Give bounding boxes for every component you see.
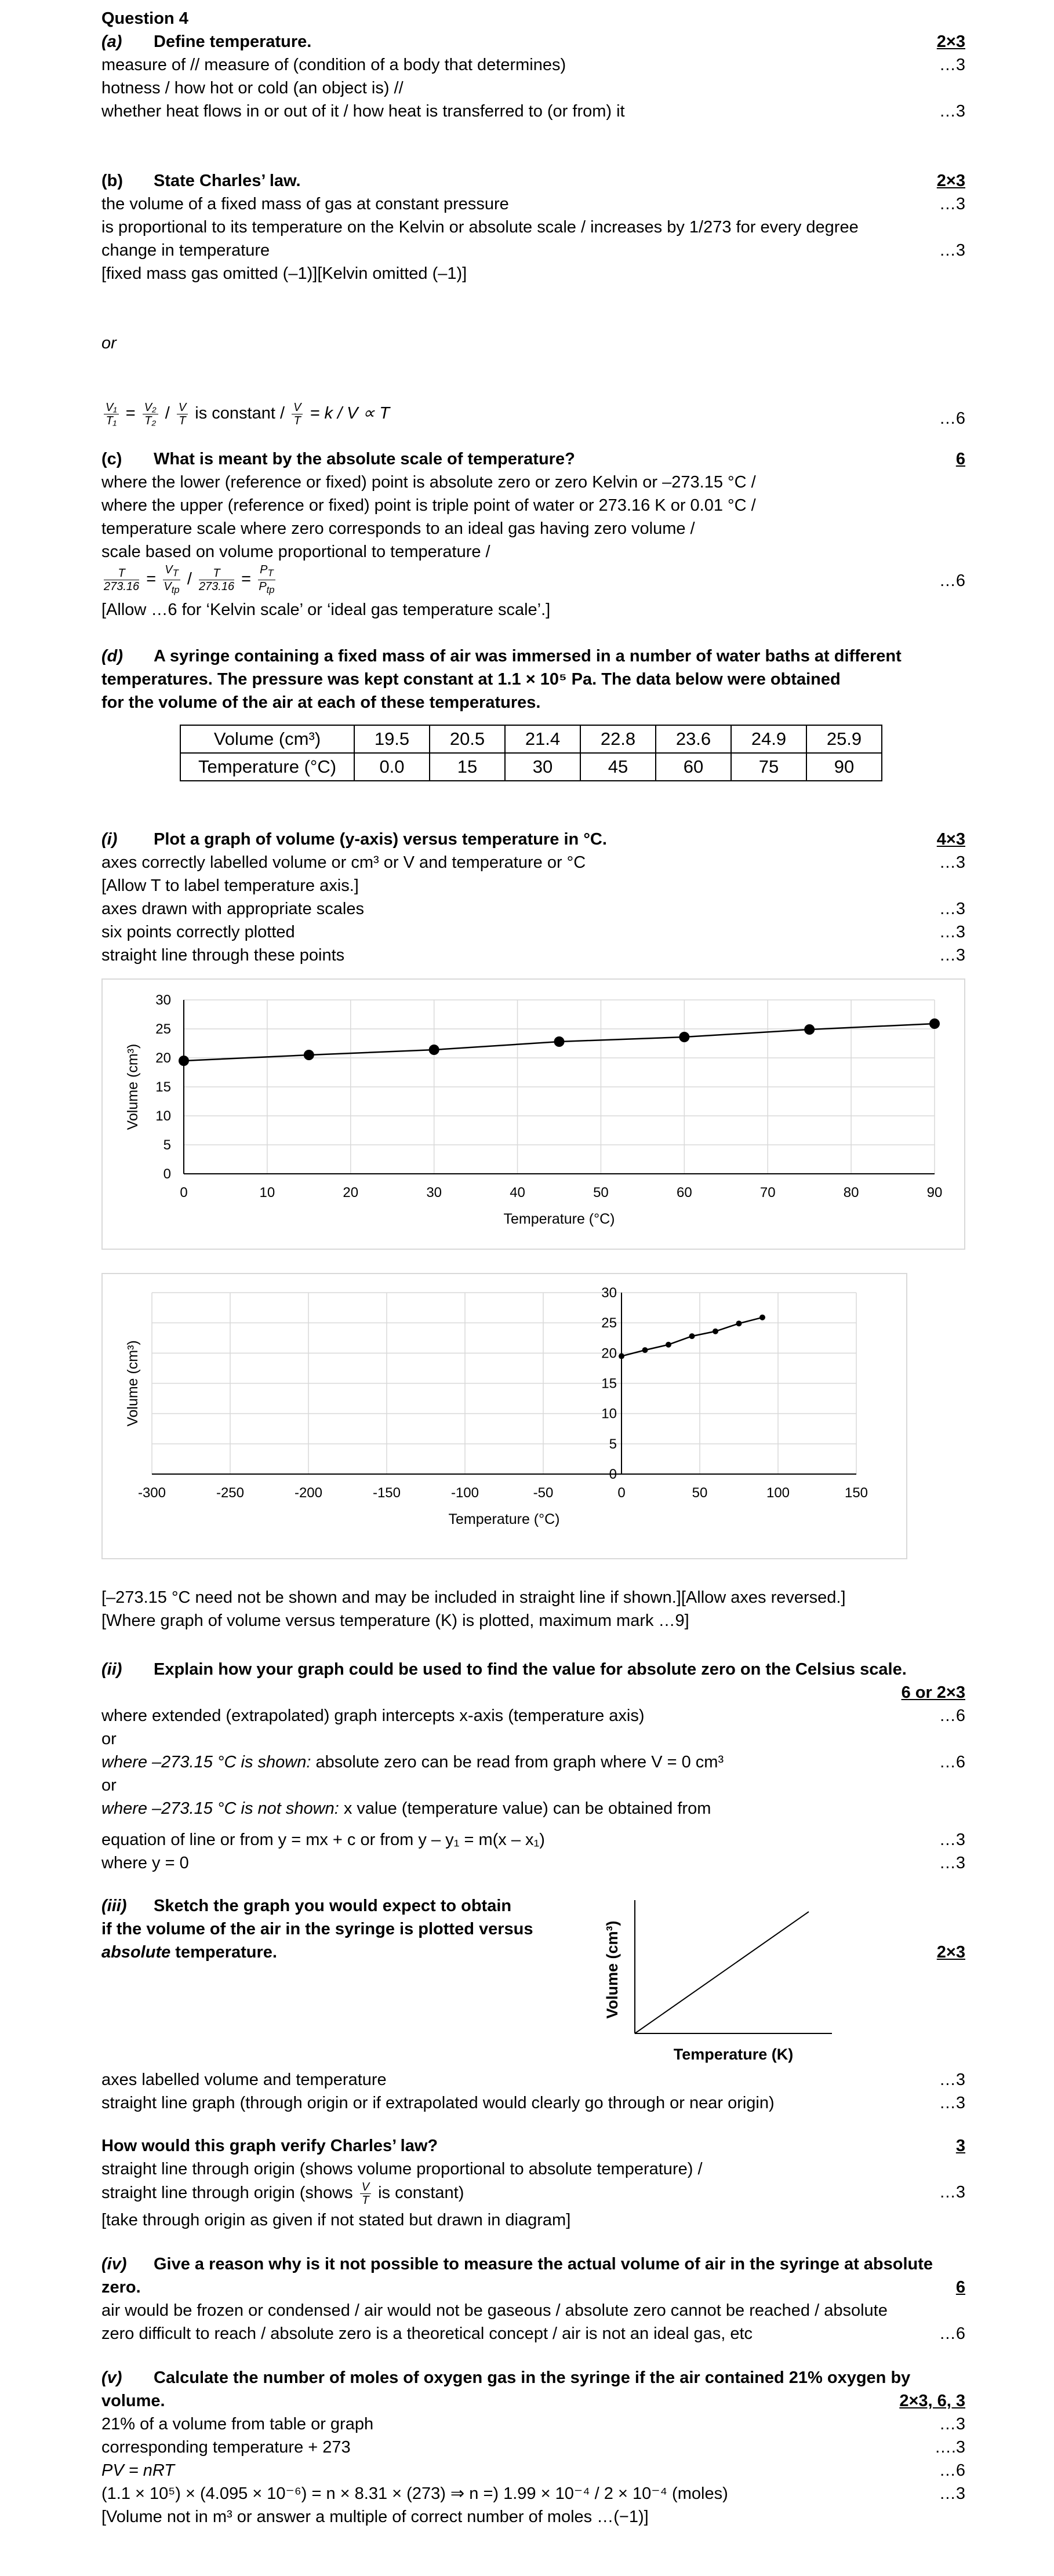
fraction-pt-ptp: $\frac{P_T}{P_{tp}}$: [259, 563, 275, 595]
part-c-line-4: scale based on volume proportional to temperature /: [101, 543, 490, 561]
mark: …3: [939, 1831, 965, 1849]
answer-text: is constant): [378, 2184, 464, 2203]
answer-text: is proportional to its temperature on the Kelvin or absolute scale / increases by 1/273 for every degree: [101, 218, 859, 237]
answer-text: axes correctly labelled volume or cm³ or V and temperature or °C: [101, 853, 586, 872]
answer-text: axes labelled volume and temperature: [101, 2071, 387, 2089]
mark: …6: [939, 1753, 965, 1771]
part-d-v-marks: 2×3, 6, 3: [899, 2392, 965, 2410]
fraction-t-273-2: $\frac{T}{273.16}$: [198, 567, 235, 593]
answer-text: the volume of a fixed mass of gas at constant pressure: [101, 195, 509, 213]
table-header: Temperature (°C): [180, 753, 354, 781]
data-point: [736, 1320, 742, 1326]
part-d-ii-prompt: Explain how your graph could be used to find the value for absolute zero on the Celsius scale.: [154, 1660, 907, 1679]
data-point: [429, 1045, 439, 1055]
answer-text: change in temperature: [101, 241, 270, 260]
table-cell: 19.5: [354, 725, 430, 753]
data-point: [759, 1315, 765, 1320]
fraction-v2-t2: $\frac{\text{V₂}}{\text{T₂}}$: [143, 401, 158, 427]
fraction-v-t-3: $\frac{V}{T}$: [360, 2181, 371, 2207]
extrapolation-chart: [101, 1273, 907, 1559]
answer-text: where y = 0: [101, 1854, 189, 1872]
part-a-marks: 2×3: [936, 32, 965, 51]
part-d-i-line-3: [101, 897, 965, 920]
part-d-iv-heading: [101, 2253, 965, 2276]
mark: …6: [939, 409, 965, 428]
y-tick-label: 20: [601, 1345, 617, 1362]
x-tick-label: 60: [676, 1185, 692, 1200]
table-cell: 30: [505, 753, 580, 781]
formula-text: is constant /: [195, 404, 285, 423]
part-d-i-line-1: [101, 851, 965, 874]
x-tick-label: -50: [533, 1485, 554, 1501]
x-tick-label: 0: [617, 1485, 626, 1501]
data-point: [304, 1050, 314, 1060]
mark: …3: [939, 2484, 965, 2503]
x-tick-label: 50: [593, 1185, 609, 1200]
question-text: How would this graph verify Charles’ law?: [101, 2137, 438, 2155]
part-c-allow: [Allow …6 for ‘Kelvin scale’ or ‘ideal gas temperature scale’.]: [101, 601, 551, 619]
x-tick-label: 10: [259, 1185, 275, 1200]
part-d-v-line-4: [101, 2482, 965, 2505]
part-c-line-1: where the lower (reference or fixed) point is absolute zero or zero Kelvin or –273.15 °C /: [101, 473, 756, 492]
table-cell: 22.8: [580, 725, 656, 753]
part-d-v-line-5: [Volume not in m³ or answer a multiple of correct number of moles …(−1)]: [101, 2508, 649, 2526]
part-d-v-line-1: [101, 2413, 965, 2436]
part-b-line-3: [101, 239, 965, 262]
part-c-line-2: where the upper (reference or fixed) point is triple point of water or 273.16 K or 0.01 °C /: [101, 496, 756, 515]
x-tick-label: 40: [510, 1185, 525, 1200]
answer-text: measure of // measure of (condition of a body that determines): [101, 56, 566, 74]
mark: …6: [939, 1707, 965, 1725]
part-b-prompt: State Charles’ law.: [154, 172, 301, 190]
part-d-iii-label: (iii): [101, 1897, 127, 1915]
part-d-iii-line-3: straight line through origin (shows volume proportional to absolute temperature) /: [101, 2160, 703, 2178]
formula-tail: = k / V ∝ T: [310, 404, 390, 423]
part-d-ii-line-2: [101, 1751, 965, 1774]
part-a-prompt: Define temperature.: [154, 32, 312, 51]
chart-2-svg: [103, 1274, 906, 1558]
y-tick-label: 10: [601, 1406, 617, 1422]
fraction-v-t: $\frac{V}{T}$: [177, 401, 188, 427]
volume-temperature-chart: [101, 978, 965, 1250]
data-point: [642, 1347, 648, 1353]
x-tick-label: 30: [426, 1185, 442, 1200]
sketch-y-label: Volume (cm³): [604, 1920, 621, 2019]
data-point: [804, 1024, 815, 1035]
y-tick-label: 10: [155, 1108, 171, 1124]
part-d-heading-2: temperatures. The pressure was kept constant at 1.1 × 10⁵ Pa. The data below were obtained: [101, 670, 841, 689]
part-d-iv-label: (iv): [101, 2255, 127, 2273]
condition-text: where –273.15 °C is not shown:: [101, 1799, 339, 1818]
part-b-marks: 2×3: [936, 172, 965, 190]
part-a-line-3: [101, 100, 965, 123]
y-tick-label: 0: [163, 1166, 171, 1182]
part-d-iii-prompt: Sketch the graph you would expect to obtain: [154, 1897, 512, 1915]
x-tick-label: -250: [216, 1485, 245, 1501]
part-d-ii-label: (ii): [101, 1660, 122, 1679]
data-point: [179, 1056, 189, 1066]
chart-1-svg: [103, 980, 964, 1249]
part-d-iv-marks: 6: [955, 2278, 965, 2297]
mark: …3: [939, 195, 965, 213]
part-c-prompt: What is meant by the absolute scale of temperature?: [154, 450, 575, 468]
part-d-iii-prompt-2: if the volume of the air in the syringe is plotted versus: [101, 1920, 533, 1938]
sketch-x-label: Temperature (K): [673, 2046, 794, 2063]
part-d-iii-line-5: [take through origin as given if not stated but drawn in diagram]: [101, 2211, 571, 2229]
table-cell: 0.0: [354, 753, 430, 781]
answer-text: PV = nRT: [101, 2461, 175, 2480]
y-tick-label: 25: [155, 1021, 171, 1037]
prompt-text: zero.: [101, 2278, 141, 2297]
part-c-marks: 6: [955, 450, 965, 468]
table-cell: 20.5: [430, 725, 505, 753]
part-d-v-prompt: Calculate the number of moles of oxygen gas in the syringe if the air contained 21% oxygen by: [154, 2368, 911, 2387]
data-point: [619, 1354, 624, 1359]
y-tick-label: 15: [155, 1079, 171, 1095]
x-axis-label: Temperature (°C): [503, 1211, 615, 1227]
mark: …6: [939, 2324, 965, 2343]
fraction-t-273: $\frac{T}{273.16}$: [104, 567, 140, 593]
part-c-label: (c): [101, 450, 122, 468]
y-axis-label: Volume (cm³): [125, 1043, 141, 1130]
table-header: Volume (cm³): [180, 725, 354, 753]
part-d-ii-line-1: [101, 1704, 965, 1727]
part-d-iv-line-2: [101, 2322, 965, 2345]
answer-text: absolute zero can be read from graph where V = 0 cm³: [311, 1753, 724, 1771]
y-tick-label: 20: [155, 1050, 171, 1066]
part-d-iii-block: [101, 1894, 965, 2068]
data-point: [689, 1333, 695, 1339]
x-axis-label: Temperature (°C): [448, 1511, 560, 1527]
marks: 3: [955, 2137, 965, 2155]
table-cell: 23.6: [656, 725, 731, 753]
question-title: Question 4: [101, 9, 188, 28]
part-c-line-3: temperature scale where zero corresponds to an ideal gas having zero volume /: [101, 519, 695, 538]
x-tick-label: -300: [137, 1485, 166, 1501]
mark: …6: [939, 2461, 965, 2480]
mark: ….3: [934, 2438, 965, 2457]
data-point: [929, 1018, 940, 1029]
table-cell: 90: [806, 753, 882, 781]
part-d-i-line-2: [Allow T to label temperature axis.]: [101, 876, 359, 895]
part-d-i-line-4: [101, 920, 965, 944]
part-d-i-heading: [101, 828, 965, 851]
part-d-i-note-2: [Where graph of volume versus temperature (K) is plotted, maximum mark …9]: [101, 1611, 689, 1630]
table-cell: 75: [731, 753, 806, 781]
part-d-iv-heading-2: [101, 2276, 965, 2299]
mark: …6: [939, 572, 965, 590]
part-b-line-2: [101, 216, 965, 239]
y-tick-label: 15: [601, 1376, 617, 1392]
y-tick-label: 5: [163, 1137, 171, 1153]
part-d-v-label: (v): [101, 2368, 122, 2387]
x-tick-label: 0: [180, 1185, 188, 1200]
sketch-line: [635, 1912, 809, 2033]
part-d-i-marks: 4×3: [936, 830, 965, 849]
part-c-heading: [101, 447, 965, 471]
y-tick-label: 30: [155, 992, 171, 1008]
part-d-iii-marks: 2×3: [936, 1943, 965, 1962]
prompt-text: volume.: [101, 2392, 165, 2410]
emphasis-text: absolute: [101, 1943, 171, 1962]
part-d-v-line-3: [101, 2459, 965, 2482]
mark: …3: [939, 241, 965, 260]
part-b-line-1: [101, 192, 965, 216]
x-tick-label: 70: [759, 1185, 776, 1200]
data-table: [180, 725, 882, 781]
table-row: [180, 725, 882, 753]
part-d-v-line-2: [101, 2436, 965, 2459]
fraction-vt-vtp: $\frac{V_T}{V_{tp}}$: [163, 563, 180, 595]
note-text: [fixed mass gas omitted (–1)][Kelvin omitted (–1)]: [101, 264, 467, 283]
mark: …3: [939, 2094, 965, 2112]
part-b-line-4: [101, 262, 965, 285]
absolute-scale-formula: $\frac{T}{273.16}$ = $\frac{V_T}{V_{tp}}$ / $\frac{T}{273.16}$ = $\frac{P_T}{P_{tp}}$ …6: [104, 563, 965, 595]
part-d-i-note-1: [–273.15 °C need not be shown and may be included in straight line if shown.][Allow axes reversed.]: [101, 1588, 846, 1607]
or-text: or: [101, 334, 117, 352]
y-tick-label: 5: [609, 1436, 617, 1452]
part-d-ii-line-5: [101, 1851, 965, 1875]
answer-text: straight line through origin (shows: [101, 2184, 353, 2203]
part-d-ii-line-3: [101, 1797, 965, 1820]
mark: …3: [939, 102, 965, 121]
data-point: [554, 1036, 565, 1047]
table-cell: 24.9: [731, 725, 806, 753]
answer-text: whether heat flows in or out of it / how heat is transferred to (or from) it: [101, 102, 625, 121]
table-cell: 25.9: [806, 725, 882, 753]
part-d-ii-marks-line: [101, 1681, 965, 1704]
part-d-v-heading: [101, 2366, 965, 2389]
table-cell: 45: [580, 753, 656, 781]
x-tick-label: 90: [926, 1185, 943, 1200]
y-tick-label: 30: [601, 1285, 617, 1301]
y-tick-label: 25: [601, 1315, 617, 1331]
x-tick-label: 20: [343, 1185, 359, 1200]
part-a-heading: [101, 30, 965, 53]
y-tick-label: 0: [609, 1467, 617, 1482]
part-b-label: (b): [101, 172, 123, 190]
sketch-graph: [606, 1894, 849, 2068]
answer-text: zero difficult to reach / absolute zero is a theoretical concept / air is not an ideal gas, etc: [101, 2324, 753, 2343]
answer-text: hotness / how hot or cold (an object is) //: [101, 79, 404, 97]
part-d-iii-q2: [101, 2134, 965, 2157]
table-cell: 60: [656, 753, 731, 781]
x-tick-label: -150: [372, 1485, 401, 1501]
part-d-ii-or-1: or: [101, 1730, 117, 1748]
table-row: [180, 753, 882, 781]
part-d-iii-line-1: [101, 2068, 965, 2091]
charles-law-formula: $\frac{\text{V₁}}{\text{T₁}}$ = $\frac{\text{V₂}}{\text{T₂}}$ / $\frac{V}{T}$ is constant / $\frac{V}{T}$ = k / V ∝ T …6: [101, 401, 965, 436]
part-d-heading-1: [101, 645, 965, 668]
answer-text: x value (temperature value) can be obtained from: [339, 1799, 711, 1818]
fraction-v-t-2: $\frac{V}{T}$: [292, 401, 303, 427]
x-tick-label: -200: [294, 1485, 323, 1501]
part-a-label: (a): [101, 32, 122, 51]
mark: …3: [939, 923, 965, 941]
part-d-ii-line-4: [101, 1828, 965, 1851]
answer-text: corresponding temperature + 273: [101, 2438, 351, 2457]
part-d-iv-line-1: air would be frozen or condensed / air would not be gaseous / absolute zero cannot be reached / absolute: [101, 2301, 888, 2320]
prompt-text: temperature.: [170, 1943, 277, 1962]
table-cell: 15: [430, 753, 505, 781]
mark: …3: [939, 2071, 965, 2089]
mark: …3: [939, 1854, 965, 1872]
data-point: [713, 1329, 718, 1334]
data-point: [666, 1342, 671, 1348]
table-cell: 21.4: [505, 725, 580, 753]
mark: …3: [939, 2415, 965, 2433]
part-d-v-heading-2: [101, 2389, 965, 2413]
part-d-iii-line-4: [101, 2181, 965, 2208]
part-d-prompt: A syringe containing a fixed mass of air was immersed in a number of water baths at different: [154, 647, 902, 665]
marking-scheme-page: [101, 0, 965, 2528]
part-a-line-2: [101, 77, 965, 100]
mark: …3: [939, 946, 965, 965]
part-d-i-label: (i): [101, 830, 118, 849]
y-axis-label: Volume (cm³): [125, 1340, 141, 1427]
answer-text: axes drawn with appropriate scales: [101, 900, 364, 918]
fraction-v1-t1: $\frac{\text{V₁}}{\text{T₁}}$: [104, 401, 119, 427]
x-tick-label: 80: [843, 1185, 859, 1200]
part-b-heading: [101, 169, 965, 192]
part-d-heading-3: for the volume of the air at each of these temperatures.: [101, 693, 541, 712]
part-d-ii-heading: [101, 1658, 965, 1681]
part-d-iv-prompt: Give a reason why is it not possible to measure the actual volume of air in the syringe at absolute: [154, 2255, 933, 2273]
part-d-ii-or-2: or: [101, 1776, 117, 1795]
x-tick-label: 150: [844, 1485, 868, 1501]
part-d-iii-line-2: [101, 2091, 965, 2115]
answer-text: straight line through these points: [101, 946, 345, 965]
x-tick-label: 50: [692, 1485, 708, 1501]
answer-text: where extended (extrapolated) graph intercepts x-axis (temperature axis): [101, 1707, 645, 1725]
part-d-ii-marks: 6 or 2×3: [901, 1683, 965, 1702]
answer-text: six points correctly plotted: [101, 923, 295, 941]
part-d-i-prompt: Plot a graph of volume (y-axis) versus temperature in °C.: [154, 830, 607, 849]
mark: …3: [939, 853, 965, 872]
mark: …3: [939, 900, 965, 918]
x-tick-label: 100: [766, 1485, 790, 1501]
mark: …3: [939, 2183, 965, 2202]
data-point: [679, 1032, 689, 1042]
answer-text: 21% of a volume from table or graph: [101, 2415, 374, 2433]
answer-text: equation of line or from y = mx + c or from y – y₁ = m(x – x₁): [101, 1831, 545, 1849]
answer-text: (1.1 × 10⁵) × (4.095 × 10⁻⁶) = n × 8.31 × (273) ⇒ n =) 1.99 × 10⁻⁴ / 2 × 10⁻⁴ (moles): [101, 2484, 728, 2503]
x-tick-label: -100: [450, 1485, 479, 1501]
part-a-line-1: [101, 53, 965, 77]
part-d-i-line-5: [101, 944, 965, 967]
answer-text: straight line graph (through origin or if extrapolated would clearly go through or near origin): [101, 2094, 775, 2112]
condition-text: where –273.15 °C is shown:: [101, 1753, 311, 1771]
part-d-label: (d): [101, 647, 123, 665]
mark: …3: [939, 56, 965, 74]
